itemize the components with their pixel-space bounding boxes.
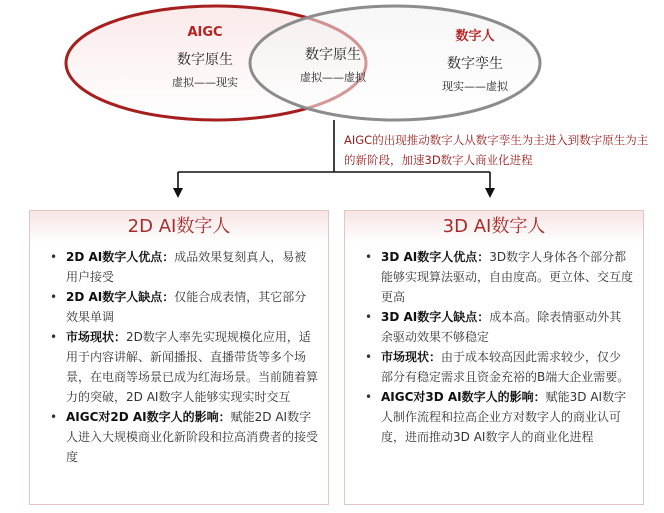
arrow-head-left (173, 188, 183, 198)
venn-right-sub: 现实——虚拟 (442, 80, 508, 93)
list-item: • 2D AI数字人缺点：仅能合成表情，其它部分效果单调 (50, 290, 307, 324)
list-item: • 2D AI数字人优点：成品效果复刻真人，易被用户接受 (50, 250, 307, 284)
box-3d-ai (344, 210, 644, 505)
connector-arrows (0, 0, 664, 200)
list-item: • AIGC对3D AI数字人的影响：赋能3D AI数字人制作流程和拉高企业方对数字人的商业认可度，进而推动3D AI数字人的商业化进程 (365, 390, 627, 444)
venn-center-sub: 虚拟——虚拟 (300, 71, 366, 84)
venn-left-name: 数字原生 (177, 52, 233, 68)
list-item: • 市场现状：由于成本较高因此需求较少，仅少部分有稳定需求且资金充裕的B端大企业需要。 (365, 350, 630, 384)
arrow-head-right (485, 188, 495, 198)
venn-left-sub: 虚拟——现实 (172, 76, 238, 89)
list-item: • AIGC对2D AI数字人的影响：赋能2D AI数字人进入大规模商业化新阶段和拉高消费者的接受度 (50, 410, 319, 464)
list-item: • 市场现状：2D数字人率先实现规模化应用，适用于内容讲解、新闻播报、直播带货等多个场景，在电商等场景已成为红海场景。当前随着算力的突破，2D AI数字人能够实现实时交互 (50, 330, 319, 404)
venn-right-name: 数字孪生 (447, 56, 503, 72)
venn-left-title: AIGC (187, 25, 223, 40)
box-2d-ai (29, 210, 329, 505)
venn-center-name: 数字原生 (305, 47, 361, 63)
transition-note: AIGC的出现推动数字人从数字孪生为主进入到数字原生为主的新阶段，加速3D数字人商业化进程 (344, 133, 649, 167)
list-item: • 3D AI数字人优点：3D数字人身体各个部分都能够实现算法驱动，自由度高。更立体、交互度更高 (365, 250, 634, 304)
box-2d-list (48, 247, 318, 467)
list-item: • 3D AI数字人缺点：成本高。除表情驱动外其余驱动效果不够稳定 (365, 310, 622, 344)
venn-right-title: 数字人 (455, 29, 495, 44)
box-3d-title: 3D AI数字人 (345, 211, 643, 243)
box-3d-list (363, 247, 633, 447)
box-2d-title: 2D AI数字人 (30, 211, 328, 243)
